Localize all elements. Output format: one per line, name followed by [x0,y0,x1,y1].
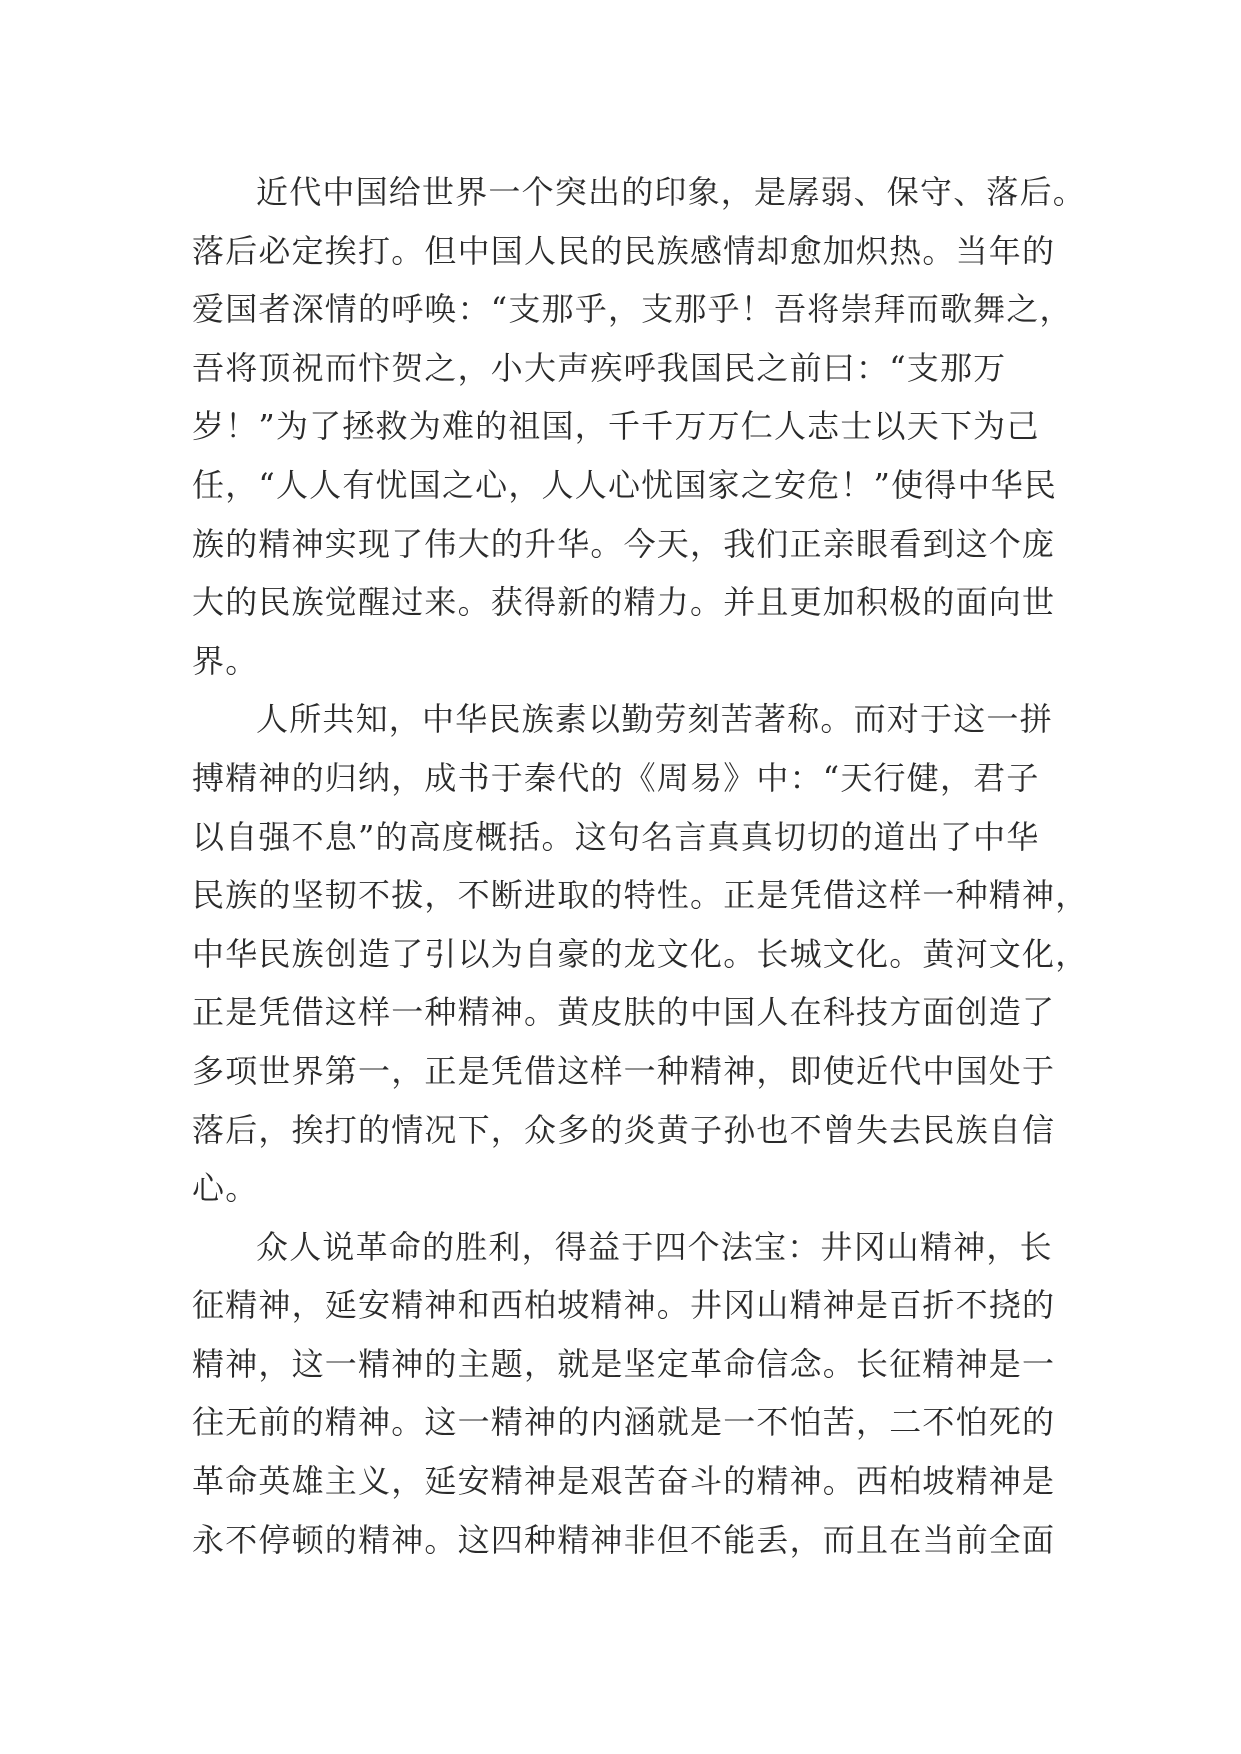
text-line: 革命英雄主义，延安精神是艰苦奋斗的精神。西柏坡精神是 [192,1462,1056,1501]
text-line: 界。 [192,641,259,680]
essay-body [192,163,1089,1569]
paragraph-3 [192,1218,1056,1570]
text-line: 族的精神实现了伟大的升华。今天，我们正亲眼看到这个庞 [192,524,1056,563]
text-line: 近代中国给世界一个突出的印象，是孱弱、保守、落后。 [256,173,1087,211]
text-line: 落后，挨打的情况下，众多的炎黄子孙也不曾失去民族自信 [192,1110,1056,1149]
text-line: 任，“人人有忧国之心，人人心忧国家之安危！”使得中华民 [192,465,1058,504]
text-line: 搏精神的归纳，成书于秦代的《周易》中：“天行健，君子 [192,758,1040,797]
text-line: 岁！”为了拯救为难的祖国，千千万万仁人志士以天下为己 [192,407,1040,446]
text-line: 精神，这一精神的主题，就是坚定革命信念。长征精神是一 [192,1344,1056,1383]
text-line: 落后必定挨打。但中国人民的民族感情却愈加炽热。当年的 [192,231,1056,270]
text-line: 爱国者深情的呼唤：“支那乎，支那乎！吾将崇拜而歌舞之， [192,290,1073,329]
text-line: 往无前的精神。这一精神的内涵就是一不怕苦，二不怕死的 [192,1403,1056,1442]
text-line: 中华民族创造了引以为自豪的龙文化。长城文化。黄河文化， [192,934,1089,973]
text-line: 大的民族觉醒过来。获得新的精力。并且更加积极的面向世 [192,583,1056,622]
text-line: 众人说革命的胜利，得益于四个法宝：井冈山精神，长 [256,1227,1053,1266]
paragraph-1 [192,163,1087,690]
text-line: 民族的坚韧不拔，不断进取的特性。正是凭借这样一种精神， [192,876,1089,915]
text-line: 人所共知，中华民族素以勤劳刻苦著称。而对于这一拼 [256,700,1053,739]
text-line: 永不停顿的精神。这四种精神非但不能丢，而且在当前全面 [192,1520,1056,1559]
text-line: 征精神，延安精神和西柏坡精神。井冈山精神是百折不挠的 [192,1286,1056,1325]
paragraph-2 [192,690,1089,1217]
text-line: 心。 [192,1169,259,1208]
text-line: 多项世界第一，正是凭借这样一种精神，即使近代中国处于 [192,1051,1056,1090]
text-line: 吾将顶祝而忭贺之，小大声疾呼我国民之前曰：“支那万 [192,348,1007,387]
text-line: 以自强不息”的高度概括。这句名言真真切切的道出了中华 [192,817,1040,856]
text-line: 正是凭借这样一种精神。黄皮肤的中国人在科技方面创造了 [192,993,1056,1032]
